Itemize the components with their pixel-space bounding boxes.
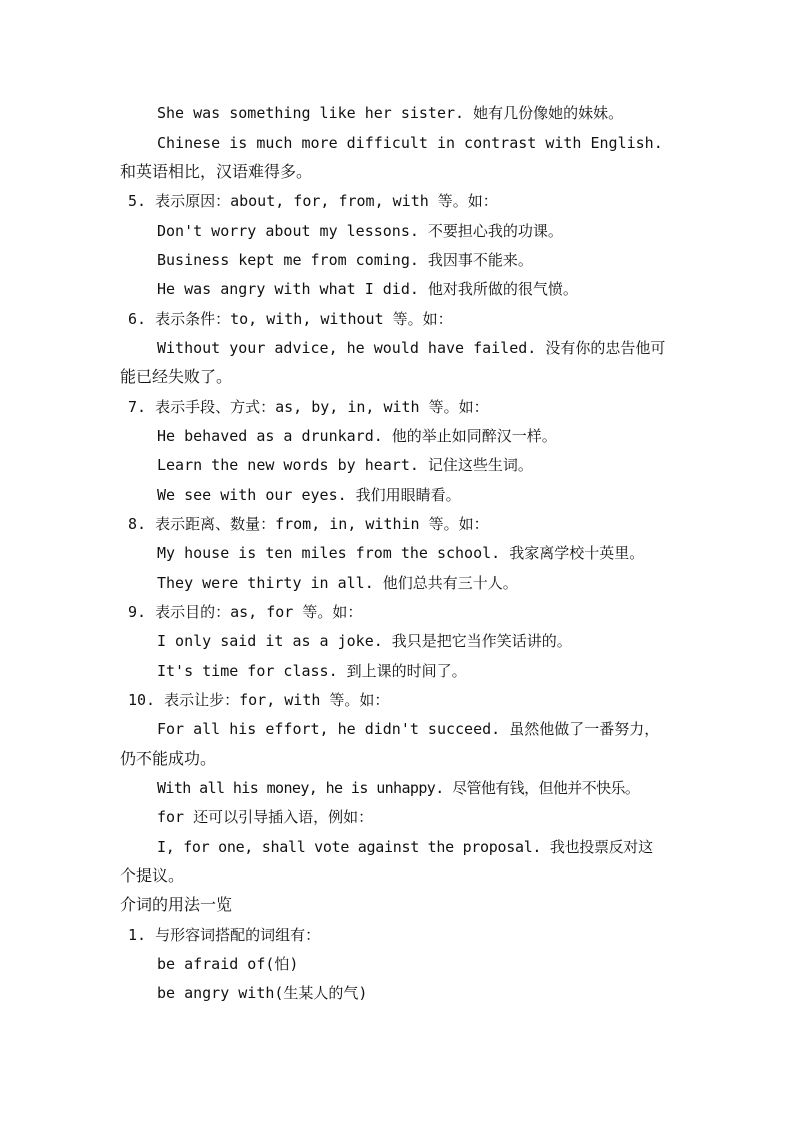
text-line: My house is ten miles from the school. 我家离学校十英里。: [157, 544, 645, 562]
text-line: He behaved as a drunkard. 他的举止如同醉汉一样。: [157, 427, 557, 445]
text-line: Without your advice, he would have failed. 没有你的忠告他可: [157, 339, 666, 357]
text-line: Don't worry about my lessons. 不要担心我的功课。: [157, 222, 563, 240]
text-line: Chinese is much more difficult in contrast with English.: [157, 134, 663, 152]
text-line: I, for one, shall vote against the proposal. 我也投票反对这: [157, 838, 653, 856]
text-line: 个提议。: [120, 866, 185, 885]
list-item-heading: 7. 表示手段、方式：as, by, in, with 等。如：: [128, 398, 489, 416]
text-line: She was something like her sister. 她有几份像她的妹妹。: [157, 104, 624, 122]
list-item-heading: 6. 表示条件：to, with, without 等。如：: [128, 310, 453, 328]
text-line: 能已经失败了。: [120, 367, 233, 386]
list-item-heading: 8. 表示距离、数量：from, in, within 等。如：: [128, 515, 489, 533]
list-item-heading: 9. 表示目的：as, for 等。如：: [128, 603, 363, 621]
text-line: It's time for class. 到上课的时间了。: [157, 662, 467, 680]
text-line: for 还可以引导插入语，例如：: [157, 808, 374, 826]
section-heading: 介词的用法一览: [120, 895, 233, 914]
text-line: He was angry with what I did. 他对我所做的很气愤。: [157, 280, 578, 298]
text-line: They were thirty in all. 他们总共有三十人。: [157, 574, 518, 592]
list-item-heading: 10. 表示让步：for, with 等。如：: [128, 691, 390, 709]
text-line: We see with our eyes. 我们用眼睛看。: [157, 486, 461, 504]
text-line: For all his effort, he didn't succeed. 虽然他做了一番努力，: [157, 720, 660, 738]
text-line: be angry with(生某人的气): [157, 984, 368, 1002]
text-line: I only said it as a joke. 我只是把它当作笑话讲的。: [157, 632, 572, 650]
text-line: Business kept me from coming. 我因事不能来。: [157, 251, 533, 269]
list-item-heading: 1. 与形容词搭配的词组有：: [128, 926, 321, 944]
text-line: Learn the new words by heart. 记住这些生词。: [157, 456, 533, 474]
text-line: 和英语相比，汉语难得多。: [120, 162, 313, 181]
text-line: be afraid of(怕): [157, 955, 299, 973]
text-line: 仍不能成功。: [120, 749, 217, 768]
list-item-heading: 5. 表示原因：about, for, from, with 等。如：: [128, 192, 498, 210]
text-line: With all his money, he is unhappy. 尽管他有钱，但他并不快乐。: [157, 779, 640, 797]
